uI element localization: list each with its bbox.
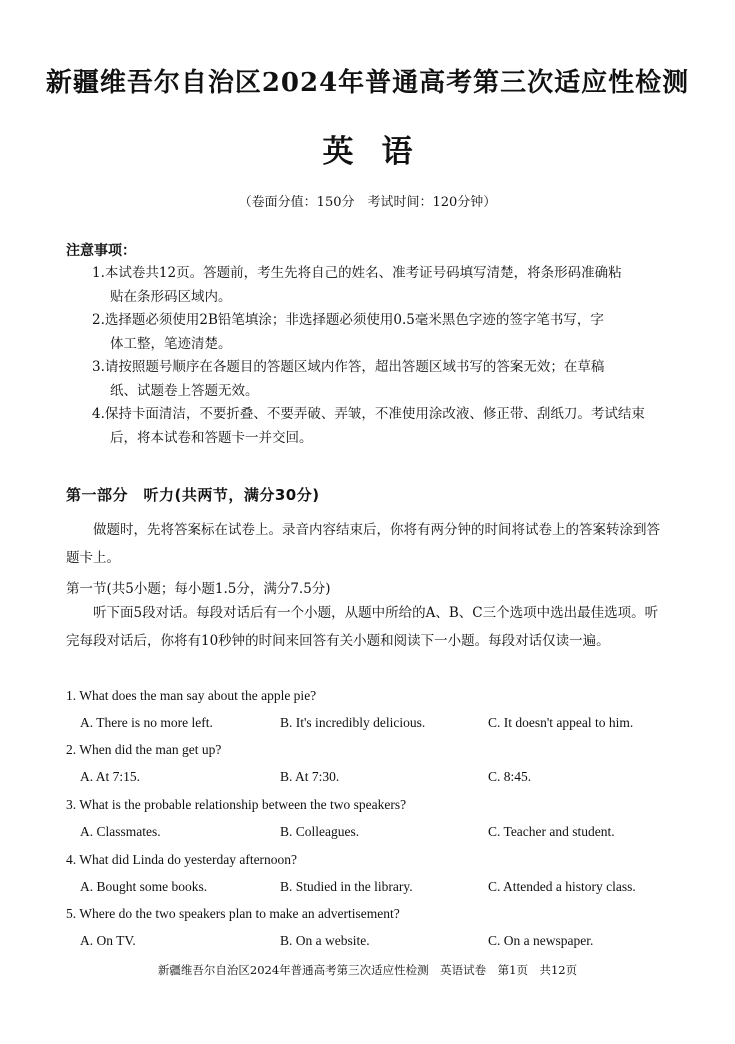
note-number: 2.: [92, 312, 105, 328]
section-one-heading: 第一节(共5小题；每小题1.5分，满分7.5分): [66, 581, 331, 597]
section-one-instructions: 听下面5段对话。每段对话后有一个小题，从题中所给的A、B、C三个选项中选出最佳选项。听完每段对话后，你将有10秒钟的时间来回答有关小题和阅读下一小题。每段对话仅读一遍。: [66, 605, 659, 649]
note-item: [92, 309, 678, 356]
option-b: B. It's incredibly delicious.: [280, 715, 426, 730]
note-item: [92, 262, 678, 309]
note-number: 3.: [92, 359, 105, 375]
question-1: 1. What does the man say about the apple pie?: [66, 688, 317, 703]
option-a: A. There is no more left.: [80, 715, 213, 730]
note-number: 1.: [92, 265, 105, 281]
subject-title: 英语: [322, 134, 441, 170]
part-one-instructions: 做题时，先将答案标在试卷上。录音内容结束后，你将有两分钟的时间将试卷上的答案转涂到答题卡上。: [66, 522, 660, 566]
note-number: 4.: [92, 406, 105, 422]
note-text: 请按照题号顺序在各题目的答题区域内作答，超出答题区域书写的答案无效；在草稿: [104, 359, 605, 375]
option-c: C. It doesn't appeal to him.: [488, 715, 634, 730]
note-text: 本试卷共12页。答题前，考生先将自己的姓名、准考证号码填写清楚，将条形码准确粘: [104, 265, 622, 281]
option-b: B. At 7:30.: [280, 769, 340, 784]
note-text-continued: 贴在条形码区域内。: [110, 288, 232, 305]
note-item: [92, 403, 678, 450]
note-text-continued: 纸、试题卷上答题无效。: [110, 382, 259, 399]
question-3: 3. What is the probable relationship between the two speakers?: [66, 797, 407, 812]
note-item: [92, 356, 678, 403]
option-a: A. Bought some books.: [80, 879, 208, 894]
question-4: 4. What did Linda do yesterday afternoon?: [66, 852, 298, 867]
option-c: C. Attended a history class.: [488, 879, 636, 894]
option-a: A. On TV.: [80, 933, 136, 948]
option-c: C. On a newspaper.: [488, 933, 594, 948]
score-time-info: （卷面分值：150分 考试时间：120分钟）: [238, 195, 497, 210]
option-c: C. 8:45.: [488, 769, 532, 784]
question-5: 5. Where do the two speakers plan to make an advertisement?: [66, 906, 400, 921]
note-text-continued: 后，将本试卷和答题卡一并交回。: [110, 429, 313, 446]
option-a: A. Classmates.: [80, 824, 161, 839]
notes-heading: 注意事项：: [66, 243, 136, 259]
note-text-continued: 体工整，笔迹清楚。: [110, 335, 232, 352]
page-footer: 新疆维吾尔自治区2024年普通高考第三次适应性检测 英语试卷 第1页 共12页: [157, 963, 578, 977]
option-b: B. On a website.: [280, 933, 370, 948]
note-text: 选择题必须使用2B铅笔填涂；非选择题必须使用0.5毫米黑色字迹的签字笔书写，字: [104, 312, 604, 328]
option-c: C. Teacher and student.: [488, 824, 615, 839]
option-b: B. Studied in the library.: [280, 879, 413, 894]
notes-list: [92, 262, 678, 450]
exam-title: 新疆维吾尔自治区2024年普通高考第三次适应性检测: [45, 68, 690, 98]
question-2: 2. When did the man get up?: [66, 742, 222, 757]
note-text: 保持卡面清洁，不要折叠、不要弄破、弄皱，不准使用涂改液、修正带、刮纸刀。考试结束: [104, 406, 645, 422]
option-a: A. At 7:15.: [80, 769, 141, 784]
option-b: B. Colleagues.: [280, 824, 360, 839]
part-one-heading: 第一部分 听力(共两节，满分30分): [66, 486, 320, 504]
